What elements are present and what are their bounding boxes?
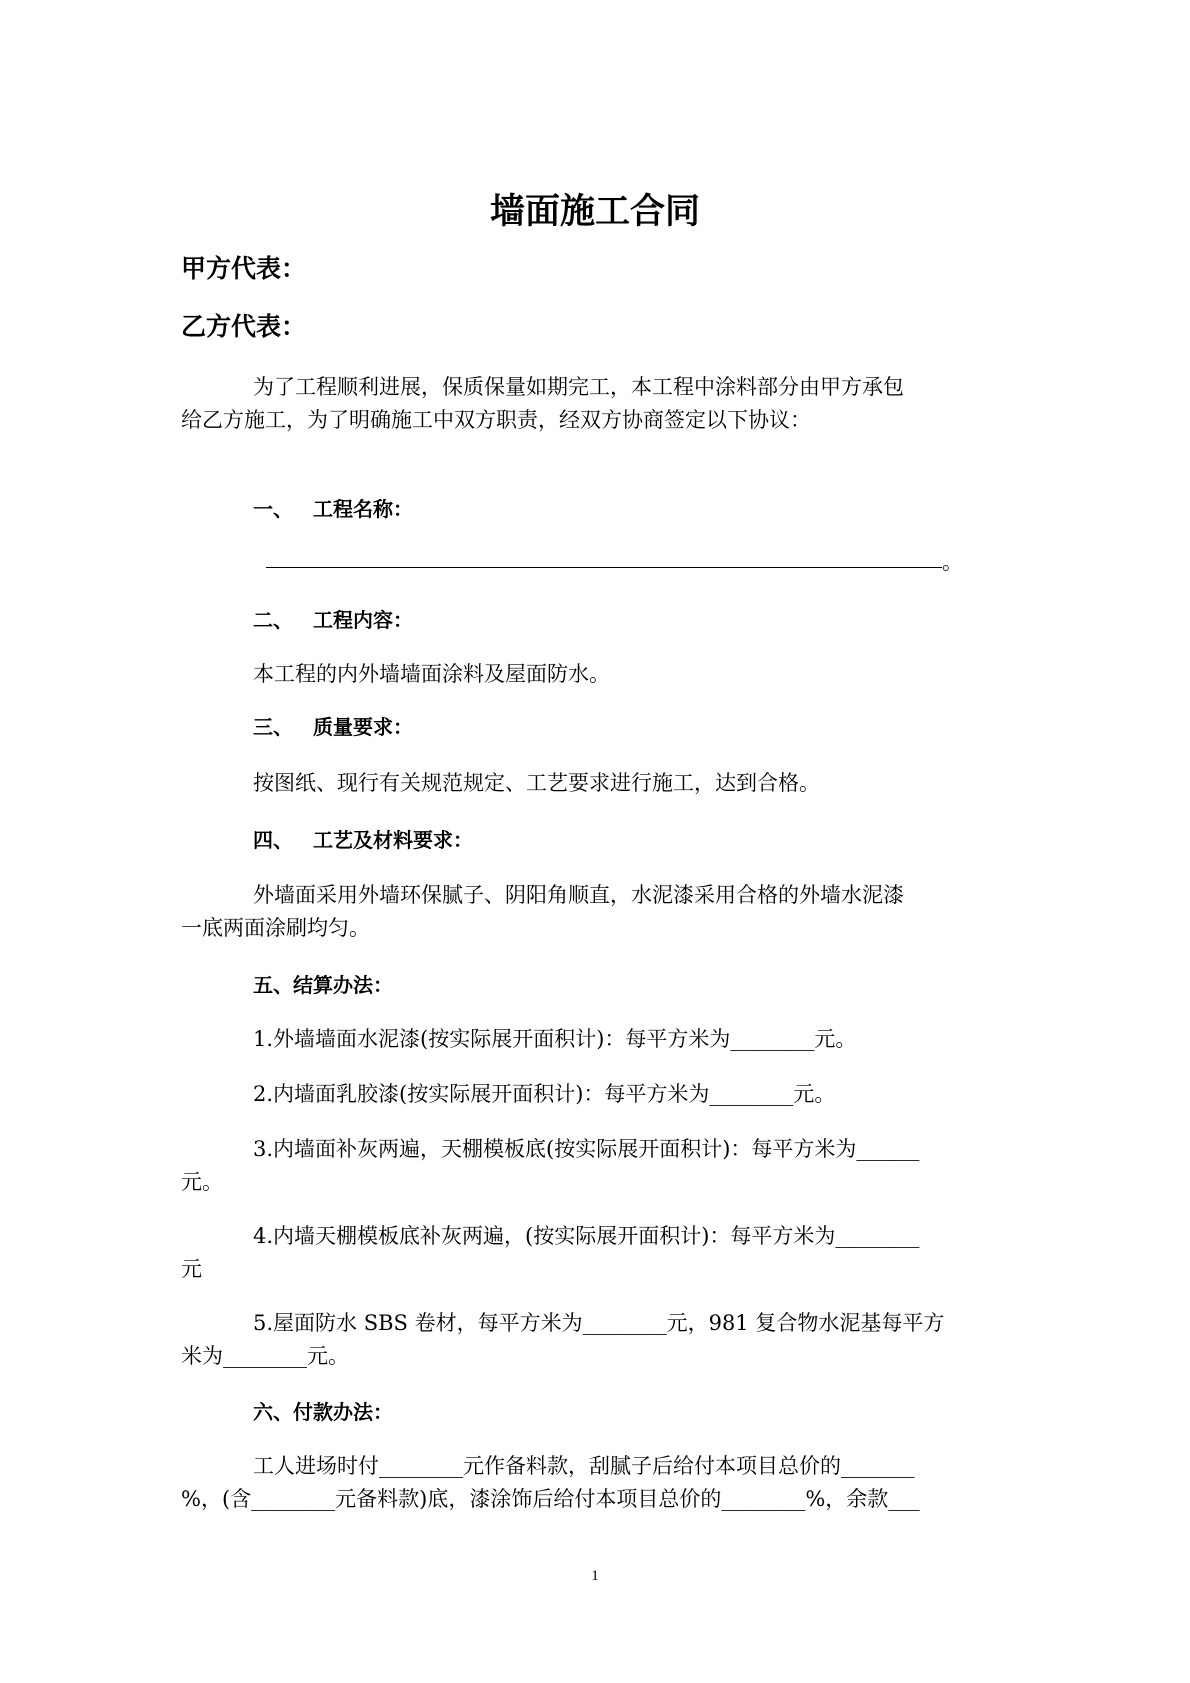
- section-2-title: 工程内容：: [313, 608, 413, 632]
- settlement-item-2: 2.内墙面乳胶漆(按实际展开面积计)：每平方米为________元。: [253, 1082, 836, 1106]
- section-4-title: 工艺及材料要求：: [313, 828, 473, 852]
- page-number: 1: [591, 1568, 599, 1584]
- section-5-heading: 五、结算办法：: [253, 973, 393, 997]
- settlement-item-5-line-2: 米为________元。: [181, 1344, 349, 1368]
- payment-line-1: 工人进场时付________元作备料款，刮腻子后给付本项目总价的_______: [253, 1454, 915, 1478]
- project-name-period: 。: [942, 550, 963, 574]
- section-1-title: 工程名称：: [313, 497, 413, 521]
- settlement-item-4-line-2: 元: [181, 1257, 202, 1281]
- section-3-heading: [253, 713, 413, 741]
- settlement-item-3-line-1: 3.内墙面补灰两遍，天棚模板底(按实际展开面积计)：每平方米为______: [253, 1137, 920, 1161]
- section-3-title: 质量要求：: [313, 715, 413, 739]
- settlement-item-4-line-1: 4.内墙天棚模板底补灰两遍，(按实际展开面积计)：每平方米为________: [253, 1224, 920, 1248]
- section-2-heading: [253, 606, 413, 634]
- page-title: 墙面施工合同: [489, 192, 700, 232]
- party-a-label: 甲方代表：: [181, 254, 307, 283]
- project-name-blank: [266, 567, 942, 568]
- section-1-heading: [253, 495, 413, 523]
- settlement-item-1: 1.外墙墙面水泥漆(按实际展开面积计)：每平方米为________元。: [253, 1027, 857, 1051]
- section-2-number: 二、: [253, 608, 293, 632]
- section-4-number: 四、: [253, 828, 293, 852]
- payment-line-2: %，(含________元备料款)底，漆涂饰后给付本项目总价的________%，余款___: [181, 1487, 920, 1511]
- section-3-number: 三、: [253, 715, 293, 739]
- section-4-line-1: 外墙面采用外墙环保腻子、阴阳角顺直，水泥漆采用合格的外墙水泥漆: [253, 883, 904, 907]
- intro-line-1: 为了工程顺利进展，保质保量如期完工，本工程中涂料部分由甲方承包: [253, 375, 904, 399]
- section-3-text: 按图纸、现行有关规范规定、工艺要求进行施工，达到合格。: [253, 771, 820, 795]
- section-4-line-2: 一底两面涂刷均匀。: [181, 916, 370, 940]
- party-b-label: 乙方代表：: [181, 312, 307, 341]
- settlement-item-3-line-2: 元。: [181, 1170, 223, 1194]
- section-1-number: 一、: [253, 497, 293, 521]
- section-6-heading: 六、付款办法：: [253, 1400, 393, 1424]
- section-2-text: 本工程的内外墙墙面涂料及屋面防水。: [253, 662, 610, 686]
- section-4-heading: [253, 826, 473, 854]
- intro-line-2: 给乙方施工，为了明确施工中双方职责，经双方协商签定以下协议：: [181, 408, 811, 432]
- settlement-item-5-line-1: 5.屋面防水 SBS 卷材，每平方米为________元，981 复合物水泥基每平方: [253, 1311, 945, 1335]
